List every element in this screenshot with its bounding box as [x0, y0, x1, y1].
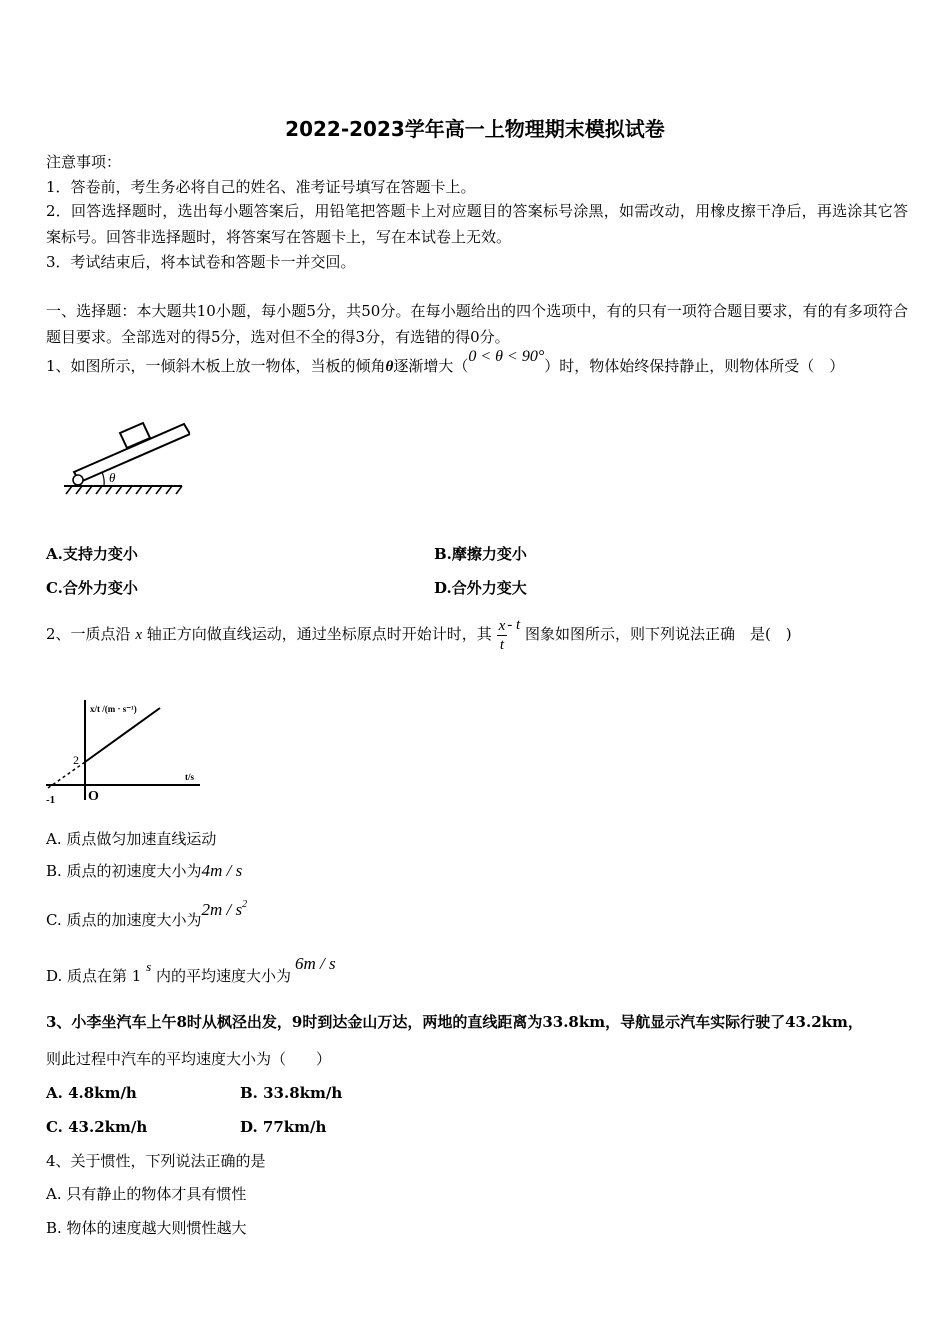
- notes-heading: 注意事项：: [46, 153, 122, 171]
- x-axis-label: t/s: [185, 772, 194, 782]
- note-item-3: 3．考试结束后，将本试卷和答题卡一并交回。: [46, 253, 356, 271]
- q1-theta: θ: [385, 359, 394, 375]
- q1-option-b: B.摩擦力变小: [434, 545, 527, 563]
- q2-option-b-value: 4m / s: [201, 861, 243, 880]
- q1-condition: 0 < θ < 90°: [468, 348, 545, 365]
- q2-stem-after: 图象如图所示，则下列说法正确 是( ): [524, 625, 792, 643]
- q1-stem-before: 1、如图所示，一倾斜木板上放一物体，当板的倾角: [46, 357, 386, 375]
- q3-stem-line2: 则此过程中汽车的平均速度大小为（ ）: [46, 1050, 332, 1068]
- y-axis-label: x/t /(m · s⁻¹): [90, 704, 137, 714]
- page-title: 2022-2023学年高一上物理期末模拟试卷: [285, 117, 665, 141]
- q4-option-b: B. 物体的速度越大则惯性越大: [46, 1219, 247, 1237]
- q3-stem-line1: 3、小李坐汽车上午8时从枫泾出发，9时到达金山万达，两地的直线距离为33.8km，导航显示汽车实际行驶了43.2km，: [46, 1013, 863, 1031]
- incline-figure: [60, 410, 190, 500]
- frac-numerator: x: [498, 617, 506, 634]
- hinge: [73, 475, 83, 485]
- q3-option-a: A. 4.8km/h: [46, 1084, 137, 1102]
- q1-option-c: C.合外力变小: [46, 579, 138, 597]
- q3-option-c: C. 43.2km/h: [46, 1118, 148, 1136]
- q3-option-b: B. 33.8km/h: [240, 1084, 343, 1102]
- q4-option-a: A. 只有静止的物体才具有惯性: [46, 1185, 247, 1203]
- note-item-1: 1．答卷前，考生务必将自己的姓名、准考证号填写在答题卡上。: [46, 178, 476, 196]
- q2-option-c-exponent: 2: [242, 899, 248, 910]
- question-1-stem: [46, 348, 845, 378]
- q2-stem-mid: 轴正方向做直线运动，通过坐标原点时开始计时，其: [146, 625, 492, 643]
- q1-option-d: D.合外力变大: [434, 579, 527, 597]
- q2-option-d-text1: D. 质点在第 1: [46, 967, 142, 985]
- q4-stem: 4、关于惯性，下列说法正确的是: [46, 1152, 266, 1170]
- q1-option-a: A.支持力变小: [46, 545, 138, 563]
- q2-option-c-value: 2m / s: [201, 900, 243, 919]
- q2-option-c: [46, 899, 248, 931]
- q2-stem-before: 2、一质点沿: [46, 625, 131, 643]
- x-tick-neg1: -1: [46, 794, 56, 806]
- q2-option-d-value: 6m / s: [294, 954, 336, 973]
- q2-option-d: [46, 954, 336, 988]
- q2-option-b-text: B. 质点的初速度大小为: [46, 862, 202, 880]
- q2-axis: x: [135, 627, 142, 643]
- q2-option-d-unit: s: [146, 959, 152, 974]
- question-2-stem: [46, 614, 792, 655]
- theta-label: θ: [109, 470, 116, 485]
- graph-line: [85, 708, 160, 762]
- q2-option-a: A. 质点做匀加速直线运动: [46, 830, 217, 848]
- y-tick-2: 2: [73, 753, 79, 767]
- note-item-2: 2．回答选择题时，选出每小题答案后，用铅笔把答题卡上对应题目的答案标号涂黑，如需改动，用橡皮擦干净后，再选涂其它答案标号。回答非选择题时，将答案写在答题卡上，写在本试卷上无效。: [46, 202, 908, 246]
- q1-stem-mid: 逐渐增大（: [393, 357, 469, 375]
- q2-fraction: [497, 617, 508, 654]
- frac-denominator: t: [499, 636, 504, 653]
- q1-stem-after: ）时，物体始终保持静止，则物体所受（ ）: [544, 357, 845, 375]
- origin-label: O: [88, 789, 99, 804]
- q2-option-c-text: C. 质点的加速度大小为: [46, 911, 202, 929]
- q2-option-d-text2: 内的平均速度大小为: [155, 967, 291, 985]
- section-instructions: 一、选择题：本大题共10小题，每小题5分，共50分。在每小题给出的四个选项中，有的只有一项符合题目要求，有的有多项符合题目要求。全部选对的得5分，选对但不全的得3分，有选错的得0分。: [46, 302, 908, 346]
- q2-option-b: [46, 860, 242, 882]
- q3-option-d: D. 77km/h: [240, 1118, 327, 1136]
- xt-graph: [40, 690, 210, 810]
- q2-dash-t: - t: [507, 617, 521, 633]
